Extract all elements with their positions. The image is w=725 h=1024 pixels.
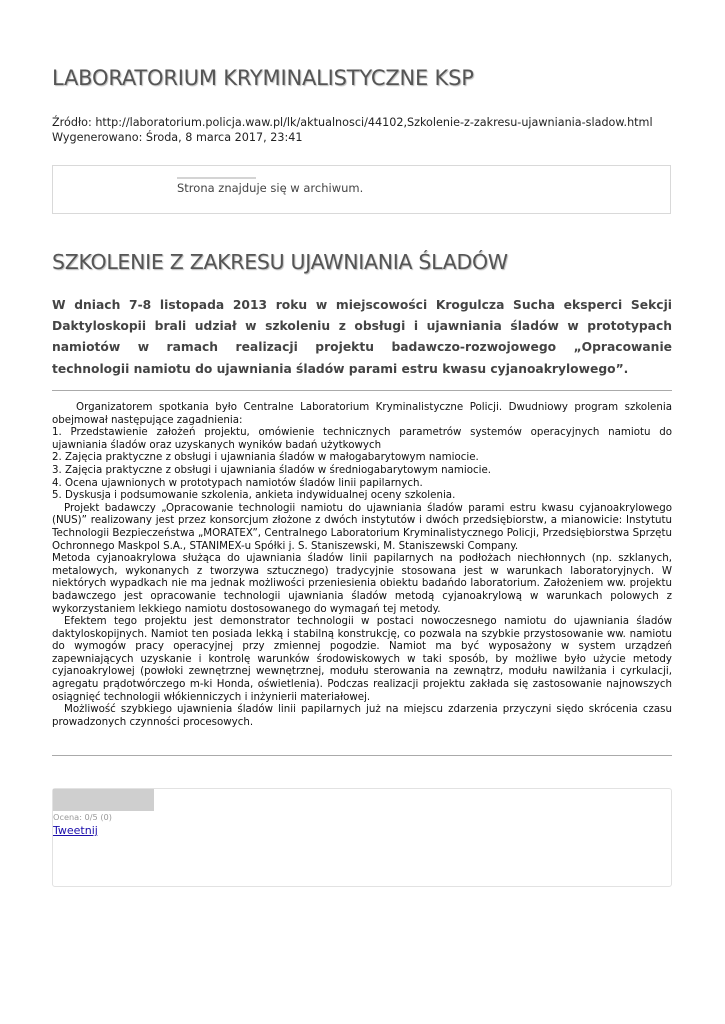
article-title: SZKOLENIE Z ZAKRESU UJAWNIANIA ŚLADÓW <box>52 250 508 274</box>
source-url: Źródło: http://laboratorium.policja.waw.pl/lk/aktualnosci/44102,Szkolenie-z-zakresu-ujawniania-sladow.html <box>52 116 653 129</box>
article-body <box>52 401 672 728</box>
paragraph: Organizatorem spotkania było Centralne Laboratorium Kryminalistyczne Policji. Dwudniowy program szkolenia obejmował następujące zagadnienia: <box>52 401 672 426</box>
list-item: 2. Zajęcia praktyczne z obsługi i ujawniania śladów w małogabarytowym namiocie. <box>52 451 479 464</box>
list-item: 1. Przedstawienie założeń projektu, omówienie technicznych parametrów systemów operacyjnych namiotu do ujawniania śladów oraz uzyskanych wyników badań użytkowych <box>52 426 672 451</box>
list-item: 5. Dyskusja i podsumowanie szkolenia, ankieta indywidualnej oceny szkolenia. <box>52 489 456 502</box>
rating-box <box>52 788 672 887</box>
divider-bottom <box>52 755 672 756</box>
generated-date: Wygenerowano: Środa, 8 marca 2017, 23:41 <box>52 131 303 144</box>
paragraph: Metoda cyjanoakrylowa służąca do ujawniania śladów linii papilarnych na podłożach niechłonnych (np. szklanych, metalowych, wykonanych z tworzywa sztucznego) tradycyjnie stosowana jest w warunkach laboratoryjnych. W niektórych wypadkach nie ma jednak możliwości przeniesienia obiektu badańdo laboratorium. Założeniem ww. projektu badawczego jest opracowanie technologii ujawniania śladów metodą cyjanoakrylową w warunkach polowych z wykorzystaniem lekkiego namiotu dostosowanego do wymagań tej metody. <box>52 552 672 615</box>
archive-bar <box>177 177 256 179</box>
paragraph: Projekt badawczy „Opracowanie technologii namiotu do ujawniania śladów parami estru kwasu cyjanoakrylowego (NUS)” realizowany jest przez konsorcjum złożone z dwóch instytutów i dwóch przedsiębiorstw, a mianowicie: Instytutu Technologii Bezpieczeństwa „MORATEX”, Centralnego Laboratorium Kryminalistycznego Policji, Przedsiębiorstwa Sprzętu Ochronnego Maskpol S.A., STANIMEX-u Spółki j. S. Staniszewski, M. Staniszewski Company. <box>52 501 672 552</box>
paragraph: Możliwość szybkiego ujawnienia śladów linii papilarnych już na miejscu zdarzenia przyczyni siędo skrócenia czasu prowadzonych czynności procesowych. <box>52 703 672 728</box>
rating-stars[interactable] <box>53 789 154 811</box>
list-item: 4. Ocena ujawnionych w prototypach namiotów śladów linii papilarnych. <box>52 476 423 489</box>
divider-top <box>52 390 672 391</box>
archive-notice: Strona znajduje się w archiwum. <box>177 181 364 195</box>
article-lead: W dniach 7-8 listopada 2013 roku w miejscowości Krogulcza Sucha eksperci Sekcji Daktyloskopii brali udział w szkoleniu z obsługi i ujawniania śladów w prototypach namiotów w ramach realizacji projektu badawczo-rozwojowego „Opracowanie technologii namiotu do ujawniania śladów parami estru kwasu cyjanoakrylowego”. <box>52 298 672 376</box>
page-meta <box>52 115 653 145</box>
archive-notice-box <box>52 165 671 214</box>
rating-label: Ocena: 0/5 (0) <box>53 812 112 822</box>
site-title: LABORATORIUM KRYMINALISTYCZNE KSP <box>52 66 474 90</box>
paragraph: Efektem tego projektu jest demonstrator technologii w postaci nowoczesnego namiotu do ujawniania śladów daktyloskopijnych. Namiot ten posiada lekką i stabilną konstrukcję, co pozwala na szybkie przystosowanie ww. namiotu do wymogów pracy operacyjnej przy zmiennej pogodzie. Namiot ma być wyposażony w system urządzeń zapewniających uzyskanie i kontrolę warunków środowiskowych w taki sposób, by możliwe było użycie metody cyjanoakrylowej (powłoki zewnętrznej wewnętrznej, modułu sterowania na zewnątrz, modułu nawilżania i cyrkulacji, agregatu prądotwórczego m-ki Honda, oświetlenia). Podczas realizacji projektu zakłada się zastosowanie najnowszych osiągnięć technologii włókienniczych i inżynierii materiałowej. <box>52 615 672 703</box>
tweet-link[interactable]: Tweetnij <box>53 824 98 837</box>
list-item: 3. Zajęcia praktyczne z obsługi i ujawniania śladów w średniogabarytowym namiocie. <box>52 463 492 476</box>
